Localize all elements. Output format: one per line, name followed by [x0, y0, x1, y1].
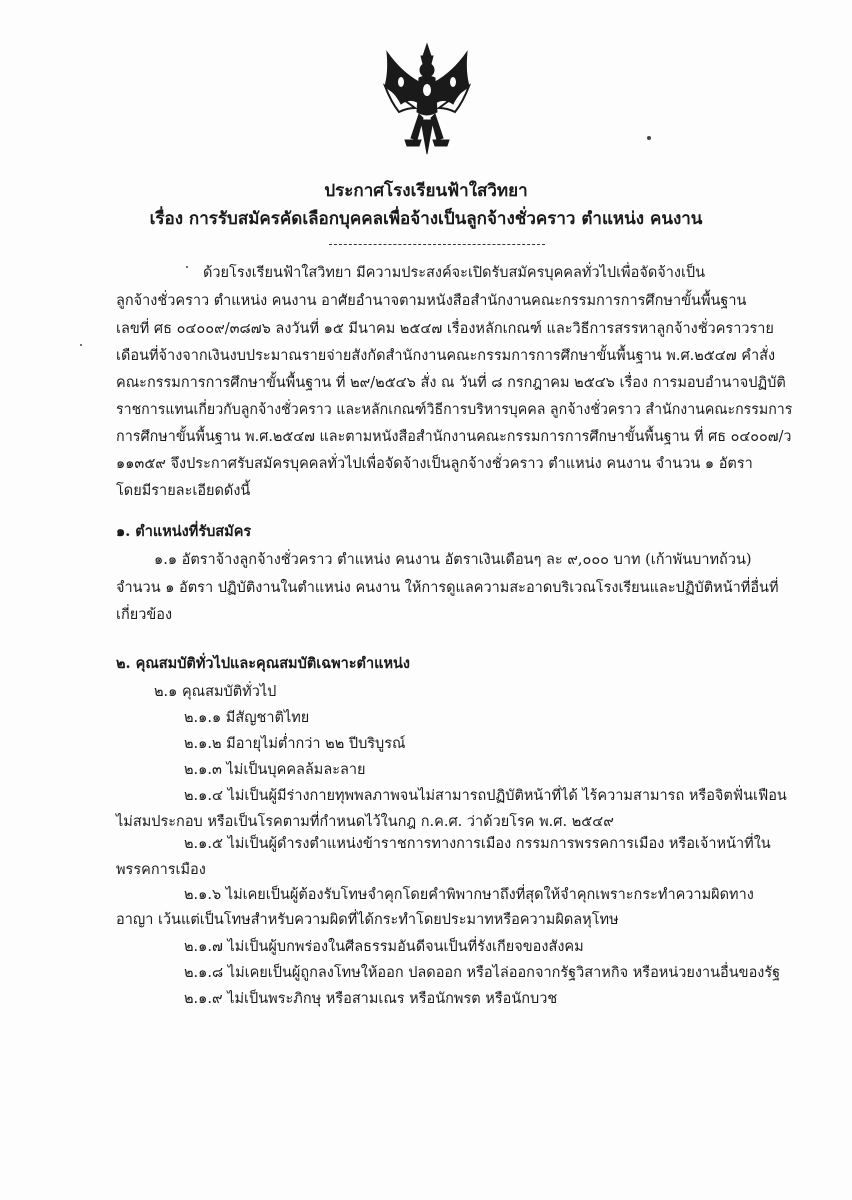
scan-speck — [647, 136, 651, 140]
qualification-item-3: ๒.๑.๓ ไม่เป็นบุคคลล้มละลาย — [184, 762, 366, 778]
section-1-line-2: จำนวน ๑ อัตรา ปฏิบัติงานในตำแหน่ง คนงาน ให้การดูแลความสะอาดบริเวณโรงเรียนและปฏิบัติหน้าที่อื่นที่ — [116, 580, 779, 596]
garuda-emblem-icon — [381, 42, 473, 160]
intro-line-1: ด้วยโรงเรียนฟ้าใสวิทยา มีความประสงค์จะเปิดรับสมัครบุคคลทั่วไปเพื่อจัดจ้างเป็น — [203, 265, 706, 281]
section-1-heading: ๑. ตำแหน่งที่รับสมัคร — [116, 523, 252, 540]
qualification-item-1: ๒.๑.๑ มีสัญชาติไทย — [184, 710, 310, 726]
qualification-item-7: ๒.๑.๗ ไม่เป็นผู้บกพร่องในศีลธรรมอันดีจนเป็นที่รังเกียจของสังคม — [184, 939, 584, 955]
announcement-title: ประกาศโรงเรียนฟ้าใสวิทยา — [324, 181, 528, 201]
announcement-subject: เรื่อง การรับสมัครคัดเลือกบุคคลเพื่อจ้างเป็นลูกจ้างชั่วคราว ตำแหน่ง คนงาน — [149, 209, 703, 229]
intro-line-9: โดยมีรายละเอียดดังนี้ — [116, 483, 251, 499]
qualification-item-5: ๒.๑.๕ ไม่เป็นผู้ดำรงตำแหน่งข้าราชการทางการเมือง กรรมการพรรคการเมือง หรือเจ้าหน้าที่ใน — [184, 836, 771, 852]
section-2-subheading: ๒.๑ คุณสมบัติทั่วไป — [154, 684, 277, 700]
intro-line-3: เลขที่ ศธ ๐๔๐๐๙/๓๘๗๖ ลงวันที่ ๑๕ มีนาคม ๒๕๔๗ เรื่องหลักเกณฑ์ และวิธีการสรรหาลูกจ้างชั่วคราวราย — [116, 321, 774, 337]
intro-line-2: ลูกจ้างชั่วคราว ตำแหน่ง คนงาน อาศัยอำนาจตามหนังสือสำนักงานคณะกรรมการการศึกษาขั้นพื้นฐาน — [116, 293, 747, 309]
qualification-item-4: ๒.๑.๔ ไม่เป็นผู้มีร่างกายทุพพลภาพจนไม่สามารถปฏิบัติหน้าที่ได้ ไร้ความสามารถ หรือจิตฟั่นเฟือน — [184, 788, 787, 804]
intro-line-4: เดือนที่จ้างจากเงินงบประมาณรายจ่ายสังกัดสำนักงานคณะกรรมการการศึกษาขั้นพื้นฐาน พ.ศ.๒๕๔๗ คำสั่ง — [116, 348, 776, 364]
qualification-item-6: ๒.๑.๖ ไม่เคยเป็นผู้ต้องรับโทษจำคุกโดยคำพิพากษาถึงที่สุดให้จำคุกเพราะกระทำความผิดทาง — [184, 887, 754, 903]
scan-speck — [80, 344, 82, 346]
intro-line-8: ๑๑๓๕๙ จึงประกาศรับสมัครบุคคลทั่วไปเพื่อจัดจ้างเป็นลูกจ้างชั่วคราว ตำแหน่ง คนงาน จำนวน ๑ อัตรา — [116, 456, 753, 472]
qualification-item-5-cont: พรรคการเมือง — [116, 862, 206, 878]
intro-line-5: คณะกรรมการการศึกษาขั้นพื้นฐาน ที่ ๒๙/๒๕๔๖ สั่ง ณ วันที่ ๘ กรกฎาคม ๒๕๔๖ เรื่อง การมอบอำนาจปฏิบัติ — [116, 375, 786, 391]
qualification-item-6-cont: อาญา เว้นแต่เป็นโทษสำหรับความผิดที่ได้กระทำโดยประมาทหรือความผิดลหุโทษ — [116, 912, 619, 928]
scan-speck — [186, 266, 188, 268]
section-2-heading: ๒. คุณสมบัติทั่วไปและคุณสมบัติเฉพาะตำแหน่ง — [116, 655, 411, 672]
qualification-item-4-cont: ไม่สมประกอบ หรือเป็นโรคตามที่กำหนดไว้ในกฎ ก.ค.ศ. ว่าด้วยโรค พ.ศ. ๒๕๔๙ — [116, 814, 614, 830]
title-divider — [329, 244, 545, 245]
qualification-item-8: ๒.๑.๘ ไม่เคยเป็นผู้ถูกลงโทษให้ออก ปลดออก หรือไล่ออกจากรัฐวิสาหกิจ หรือหน่วยงานอื่นของรัฐ — [184, 965, 781, 981]
section-1-line-1: ๑.๑ อัตราจ้างลูกจ้างชั่วคราว ตำแหน่ง คนงาน อัตราเงินเดือนๆ ละ ๙,๐๐๐ บาท (เก้าพันบาทถ้วน) — [154, 552, 752, 568]
section-1-line-3: เกี่ยวข้อง — [116, 607, 173, 623]
intro-line-7: การศึกษาขั้นพื้นฐาน พ.ศ.๒๕๔๗ และตามหนังสือสำนักงานคณะกรรมการการศึกษาขั้นพื้นฐาน ที่ ศธ ๐๔๐๐๗/ว — [116, 429, 792, 445]
qualification-item-9: ๒.๑.๙ ไม่เป็นพระภิกษุ หรือสามเณร หรือนักพรต หรือนักบวช — [184, 991, 558, 1007]
qualification-item-2: ๒.๑.๒ มีอายุไม่ต่ำกว่า ๒๒ ปีบริบูรณ์ — [184, 736, 406, 752]
intro-line-6: ราชการแทนเกี่ยวกับลูกจ้างชั่วคราว และหลักเกณฑ์วิธีการบริหารบุคคล ลูกจ้างชั่วคราว สำนักงานคณะกรรมการ — [116, 402, 793, 418]
